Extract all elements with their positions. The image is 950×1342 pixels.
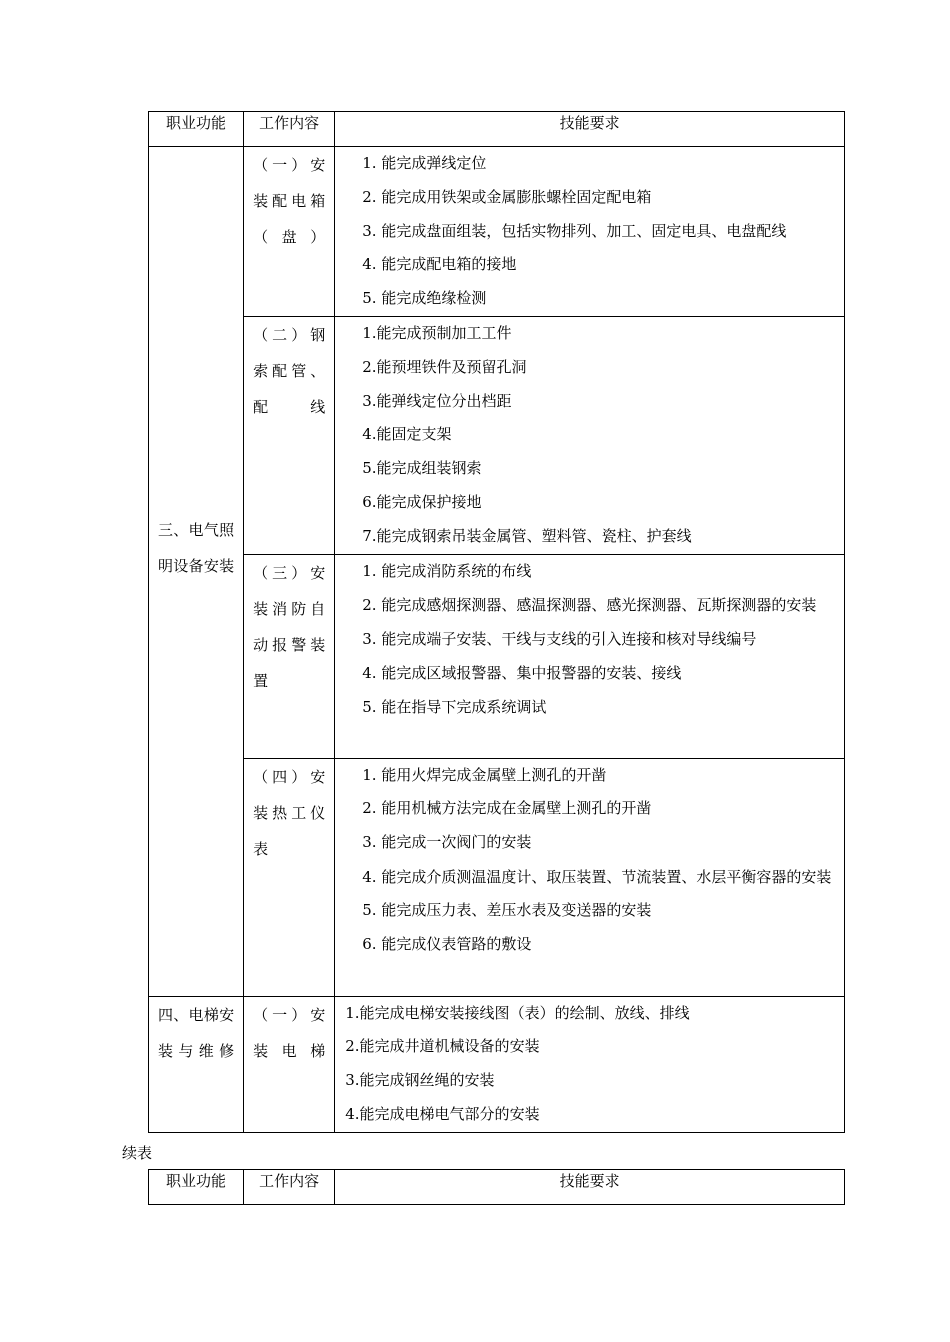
continued-table [148, 1169, 845, 1205]
continued-label: 续表 [122, 1144, 153, 1162]
skills-cell [335, 554, 845, 758]
work-name: （三）安装消防自动报警装置 [253, 563, 326, 690]
skill-item: 4.能固定支架 [362, 425, 452, 444]
table-row [149, 317, 845, 555]
skill-item: 3. 能完成端子安装、干线与支线的引入连接和核对导线编号 [362, 630, 757, 649]
skill-item: 6.能完成保护接地 [362, 492, 482, 511]
function-cell [149, 147, 244, 997]
function-name: 四、电梯安装与维修 [158, 1005, 235, 1060]
skill-item: 4. 能完成区域报警器、集中报警器的安装、接线 [362, 664, 682, 683]
skills-cell [335, 996, 845, 1132]
skill-item: 3.能完成钢丝绳的安装 [345, 1071, 495, 1090]
work-name: （一）安装配电箱（盘） [253, 156, 326, 246]
work-cell [244, 758, 335, 996]
function-name: 三、电气照明设备安装 [158, 521, 235, 575]
work-name: （二）钢索配管、配线 [253, 326, 326, 416]
skill-item: 4. 能完成介质测温温度计、取压装置、节流装置、水层平衡容器的安装 [362, 867, 832, 886]
skill-item: 1. 能用火焊完成金属壁上测孔的开凿 [362, 765, 607, 784]
header-function: 职业功能 [149, 112, 244, 147]
work-name: （一）安装电梯 [253, 1005, 326, 1060]
skill-item: 1. 能完成消防系统的布线 [362, 561, 532, 580]
skill-item: 4.能完成电梯电气部分的安装 [345, 1104, 540, 1123]
skills-cell [335, 758, 845, 996]
work-cell [244, 996, 335, 1132]
header-work-content: 工作内容 [244, 1170, 335, 1205]
skill-item: 5. 能完成绝缘检测 [362, 289, 487, 308]
table-row [149, 758, 845, 996]
skill-item: 3. 能完成一次阀门的安装 [362, 833, 532, 852]
skill-item: 2. 能完成用铁架或金属膨胀螺栓固定配电箱 [362, 187, 652, 206]
skill-item: 3.能弹线定位分出档距 [362, 391, 512, 410]
work-cell [244, 147, 335, 317]
skills-cell [335, 317, 845, 555]
table-header-row [149, 112, 845, 147]
table-header-row [149, 1170, 845, 1205]
skills-table [148, 111, 845, 1133]
skill-item: 5. 能完成压力表、差压水表及变送器的安装 [362, 900, 652, 919]
header-skill-requirements: 技能要求 [335, 112, 845, 147]
skill-item: 5. 能在指导下完成系统调试 [362, 697, 547, 716]
header-work-content: 工作内容 [244, 112, 335, 147]
header-skill-requirements: 技能要求 [335, 1170, 845, 1205]
work-cell [244, 554, 335, 758]
skill-item: 2.能完成井道机械设备的安装 [345, 1037, 540, 1056]
skill-item: 6. 能完成仪表管路的敷设 [362, 934, 532, 953]
header-function: 职业功能 [149, 1170, 244, 1205]
skill-item: 1.能完成预制加工工件 [362, 324, 512, 342]
table-row [149, 554, 845, 758]
skill-item: 1.能完成电梯安装接线图（表）的绘制、放线、排线 [345, 1003, 690, 1022]
skill-item: 5.能完成组装钢索 [362, 459, 482, 478]
skill-item: 2. 能完成感烟探测器、感温探测器、感光探测器、瓦斯探测器的安装 [362, 596, 817, 615]
skill-item: 3. 能完成盘面组装，包括实物排列、加工、固定电具、电盘配线 [362, 221, 787, 240]
skill-item: 4. 能完成配电箱的接地 [362, 255, 517, 274]
work-cell [244, 317, 335, 555]
function-cell [149, 996, 244, 1132]
table-row [149, 996, 845, 1132]
skill-item: 1. 能完成弹线定位 [362, 154, 487, 172]
work-name: （四）安装热工仪表 [253, 767, 326, 858]
skill-item: 2.能预埋铁件及预留孔洞 [362, 357, 527, 376]
skills-cell [335, 147, 845, 317]
skill-item: 2. 能用机械方法完成在金属壁上测孔的开凿 [362, 799, 652, 818]
skill-item: 7.能完成钢索吊装金属管、塑料管、瓷柱、护套线 [362, 526, 692, 545]
table-row [149, 147, 845, 317]
